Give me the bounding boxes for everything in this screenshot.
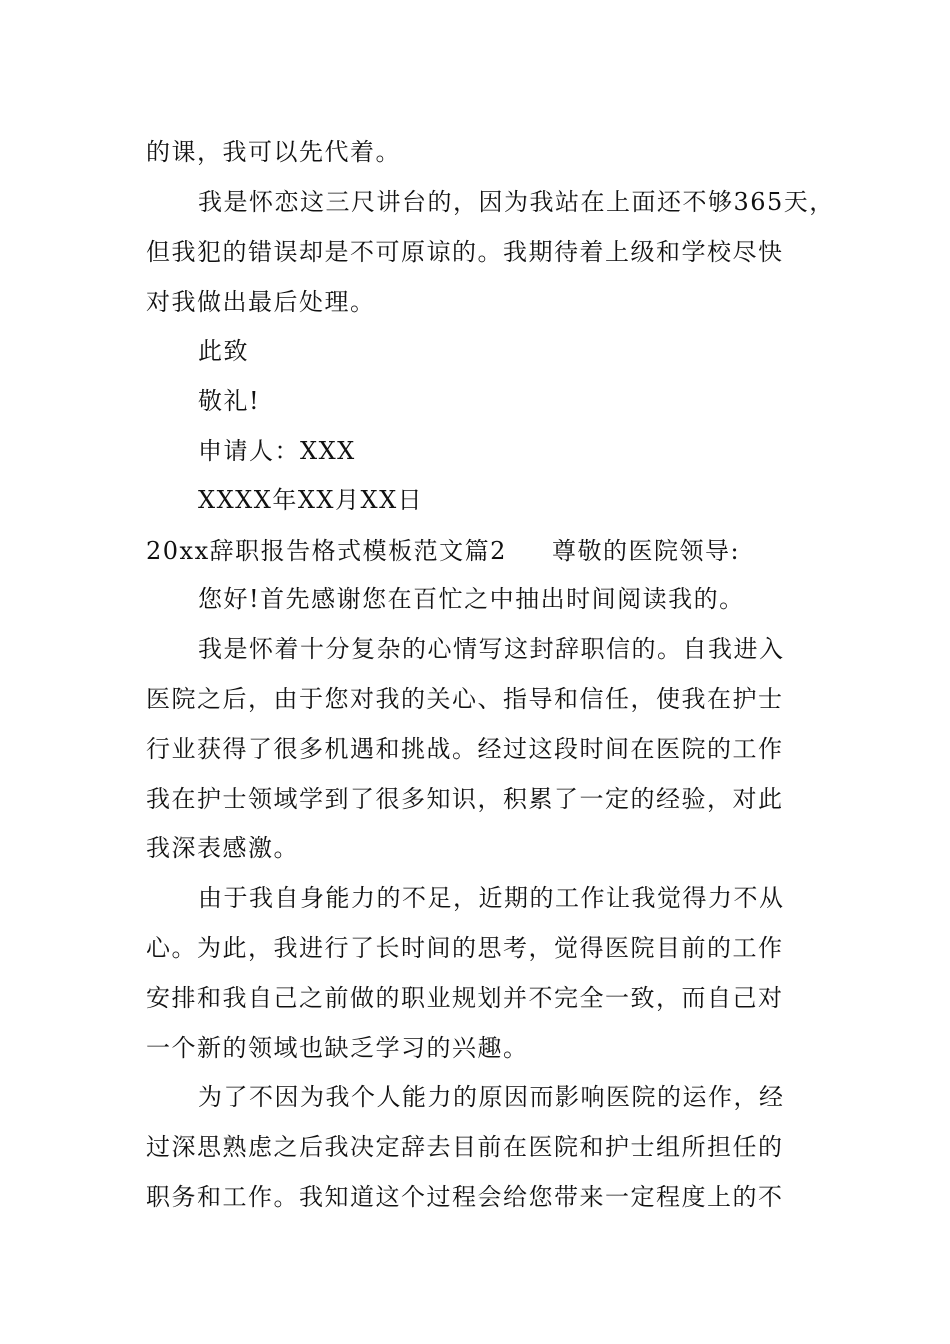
applicant-line: 申请人：XXX: [198, 437, 356, 465]
section-title: 20xx辞职报告格式模板范文篇2: [146, 537, 507, 565]
text-line: 心。为此，我进行了长时间的思考，觉得医院目前的工作: [146, 934, 784, 962]
closing-line: 敬礼!: [198, 387, 261, 415]
text-line: 由于我自身能力的不足，近期的工作让我觉得力不从: [198, 884, 785, 912]
text-line: 但我犯的错误却是不可原谅的。我期待着上级和学校尽快: [146, 238, 784, 266]
text-line: 过深思熟虑之后我决定辞去目前在医院和护士组所担任的: [146, 1133, 784, 1161]
text-line: 我在护士领域学到了很多知识，积累了一定的经验，对此: [146, 785, 784, 813]
text-line: 对我做出最后处理。: [146, 288, 376, 316]
text-line: 医院之后，由于您对我的关心、指导和信任，使我在护士: [146, 685, 784, 713]
date-line: XXXX年XX月XX日: [198, 486, 424, 514]
text-line: 我是怀着十分复杂的心情写这封辞职信的。自我进入: [198, 635, 785, 663]
text-line: 职务和工作。我知道这个过程会给您带来一定程度上的不: [146, 1183, 784, 1211]
salutation: 尊敬的医院领导:: [552, 537, 741, 565]
text-line: 的课，我可以先代着。: [146, 138, 401, 166]
text-line: 一个新的领域也缺乏学习的兴趣。: [146, 1034, 529, 1062]
closing-line: 此致: [198, 337, 249, 365]
text-line: 为了不因为我个人能力的原因而影响医院的运作，经: [198, 1083, 785, 1111]
text-line: 我深表感激。: [146, 834, 299, 862]
text-line: 我是怀恋这三尺讲台的，因为我站在上面还不够365天，: [198, 188, 835, 216]
greeting-line: 您好!首先感谢您在百忙之中抽出时间阅读我的。: [198, 585, 745, 613]
text-line: 安排和我自己之前做的职业规划并不完全一致，而自己对: [146, 984, 784, 1012]
text-line: 行业获得了很多机遇和挑战。经过这段时间在医院的工作: [146, 735, 784, 763]
